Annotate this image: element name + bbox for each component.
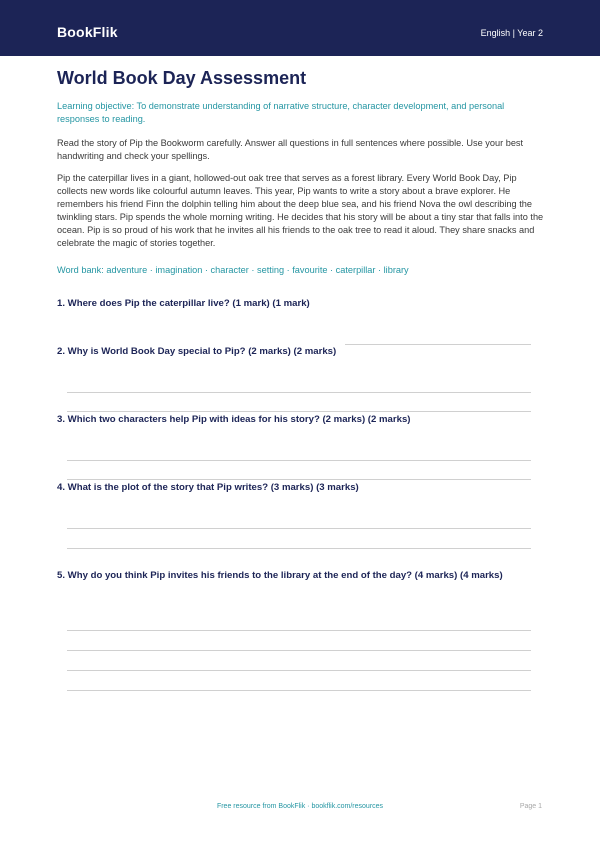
answer-line[interactable] <box>67 690 531 691</box>
question-5: 5. Why do you think Pip invites his friends to the library at the end of the day? (4 marks) (4 marks) <box>57 570 503 581</box>
answer-line[interactable] <box>67 411 531 412</box>
answer-line[interactable] <box>67 650 531 651</box>
page-number: Page 1 <box>519 803 542 810</box>
learning-objective: Learning objective: To demonstrate understanding of narrative structure, character development, and personal responses to reading. <box>57 101 505 124</box>
answer-line[interactable] <box>67 392 531 393</box>
question-2: 2. Why is World Book Day special to Pip? (2 marks) (2 marks) <box>57 346 337 357</box>
page-title: World Book Day Assessment <box>57 68 307 88</box>
instructions: Read the story of Pip the Bookworm carefully. Answer all questions in full sentences where possible. Use your best handwriting and check your spellings. <box>57 138 524 161</box>
question-4: 4. What is the plot of the story that Pip writes? (3 marks) (3 marks) <box>57 482 359 493</box>
answer-line[interactable] <box>67 548 531 549</box>
answer-line[interactable] <box>67 460 531 461</box>
word-bank: Word bank: adventure · imagination · character · setting · favourite · caterpillar · library <box>57 265 409 275</box>
question-3: 3. Which two characters help Pip with ideas for his story? (2 marks) (2 marks) <box>57 414 411 425</box>
footer-credit[interactable]: Free resource from BookFlik · bookflik.com/resources <box>216 803 384 810</box>
answer-line[interactable] <box>67 479 531 480</box>
story-text: Pip the caterpillar lives in a giant, hollowed-out oak tree that serves as a forest library. Every World Book Day, Pip collects new words like colourful autumn leaves. This year, Pip wants to write a story about a brave explorer. He remembers his friend Finn the dolphin telling him about the deep blue sea, and his friend Nova the owl describing the twinkling stars. Pip spends the whole morning writing. He decides that his story will be about a tiny star that falls into the ocean. Pip is so proud of his work that he invites all his friends to the oak tree to read it aloud. They share snacks and celebrate the magic of stories together. <box>57 173 544 248</box>
brand-logo: BookFlik <box>57 24 118 40</box>
answer-line[interactable] <box>67 528 531 529</box>
subject-year-label: English | Year 2 <box>480 28 543 38</box>
header-bar <box>0 0 600 56</box>
question-1: 1. Where does Pip the caterpillar live? (1 mark) (1 mark) <box>57 298 310 309</box>
answer-line[interactable] <box>67 630 531 631</box>
answer-line[interactable] <box>67 670 531 671</box>
